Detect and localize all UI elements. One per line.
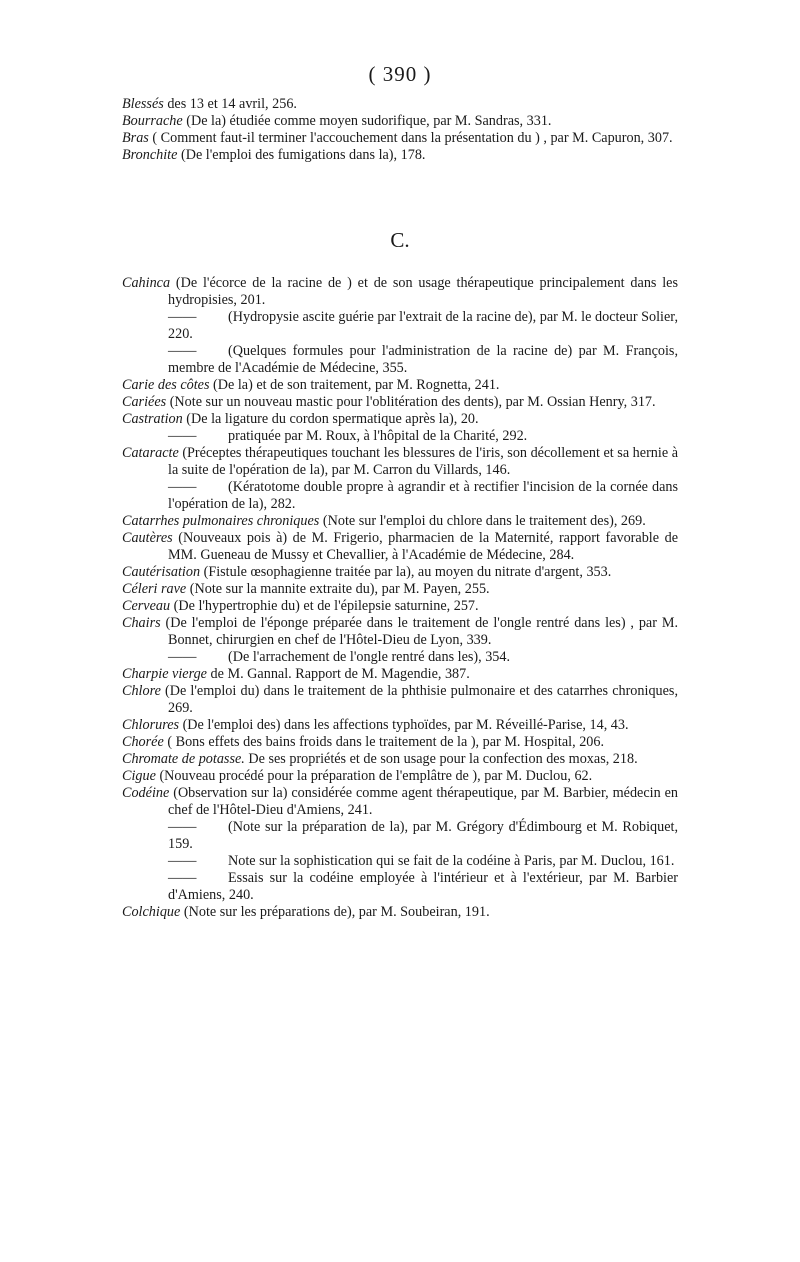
index-text: (Kératotome double propre à agrandir et à rectifier l'incision de la cornée dans l'opération de la), 282. (168, 479, 678, 512)
index-term: Chorée (122, 734, 164, 750)
section-heading-c: C. (390, 228, 410, 252)
index-text: (De l'emploi des fumigations dans la), 178. (177, 147, 426, 163)
index-text: (Note sur la préparation de la), par M. Grégory d'Édimbourg et M. Robiquet, 159. (168, 819, 678, 852)
ditto-dash: —— (168, 343, 197, 359)
index-text: (Fistule œsophagienne traitée par la), au moyen du nitrate d'argent, 353. (200, 564, 612, 580)
index-text: Essais sur la codéine employée à l'intérieur et à l'extérieur, par M. Barbier d'Amiens, 240. (168, 870, 678, 903)
index-text: (Note sur la mannite extraite du), par M. Payen, 255. (186, 581, 490, 597)
index-text: (Nouveaux pois à) de M. Frigerio, pharmacien de la Maternité, rapport favorable de MM. Gueneau de Mussy et Chevallier, à l'Académie de Médecine, 284. (168, 530, 678, 563)
index-term: Bourrache (122, 113, 183, 129)
index-entry (122, 147, 678, 164)
index-entry (122, 394, 678, 411)
index-entry (122, 768, 678, 785)
index-term: Cerveau (122, 598, 171, 614)
index-term: Carie des côtes (122, 377, 210, 393)
index-term: Chromate de potasse. (122, 751, 245, 767)
index-entry (122, 513, 678, 530)
index-entry (122, 377, 678, 394)
index-text: ( Bons effets des bains froids dans le traitement de la ), par M. Hospital, 206. (163, 734, 605, 750)
ditto-dash: —— (168, 428, 197, 444)
index-term: Cautères (122, 530, 173, 546)
index-term: Chairs (122, 615, 161, 631)
index-term: Catarrhes pulmonaires chroniques (122, 513, 320, 529)
index-term: Colchique (122, 904, 181, 920)
index-text: pratiquée par M. Roux, à l'hôpital de la Charité, 292. (228, 428, 528, 444)
ditto-dash: —— (168, 309, 197, 325)
index-text: (Note sur les préparations de), par M. Soubeiran, 191. (180, 904, 490, 920)
index-term: Castration (122, 411, 183, 427)
index-entry (122, 564, 678, 581)
index-text: (De l'hypertrophie du) et de l'épilepsie saturnine, 257. (170, 598, 479, 614)
index-text: (Note sur l'emploi du chlore dans le traitement des), 269. (319, 513, 646, 529)
index-entry (122, 343, 678, 377)
ditto-dash: —— (168, 870, 197, 886)
index-entry (122, 598, 678, 615)
index-term: Bronchite (122, 147, 178, 163)
index-entry (122, 96, 678, 113)
page-number: ( 390 ) (368, 62, 432, 86)
index-term: Céleri rave (122, 581, 187, 597)
index-entry (122, 683, 678, 717)
index-term: Blessés (122, 96, 164, 112)
index-text: (De la ligature du cordon spermatique après la), 20. (182, 411, 479, 427)
index-term: Cahinca (122, 275, 171, 291)
index-entry (122, 428, 678, 445)
index-text: (Nouveau procédé pour la préparation de l'emplâtre de ), par M. Duclou, 62. (155, 768, 593, 784)
index-entry (122, 785, 678, 819)
index-term: Charpie vierge (122, 666, 207, 682)
index-entry (122, 734, 678, 751)
index-term: Cautérisation (122, 564, 201, 580)
index-section-b (122, 96, 678, 164)
index-text: (De l'arrachement de l'ongle rentré dans les), 354. (228, 649, 511, 665)
index-term: Cataracte (122, 445, 179, 461)
index-entry (122, 275, 678, 309)
index-text: De ses propriétés et de son usage pour la confection des moxas, 218. (244, 751, 638, 767)
index-term: Chlorures (122, 717, 180, 733)
index-entry (122, 751, 678, 768)
index-entry (122, 445, 678, 479)
index-text: (Préceptes thérapeutiques touchant les blessures de l'iris, son décollement et sa hernie à la suite de l'opération de la), par M. Carron du Villards, 146. (168, 445, 678, 478)
index-entry (122, 130, 678, 147)
index-text: (De la) étudiée comme moyen sudorifique, par M. Sandras, 331. (182, 113, 552, 129)
ditto-dash: —— (168, 853, 197, 869)
index-entry (122, 666, 678, 683)
index-term: Bras (122, 130, 149, 146)
index-entry (122, 411, 678, 428)
index-term: Chlore (122, 683, 161, 699)
index-text: des 13 et 14 avril, 256. (163, 96, 297, 112)
index-entry (122, 853, 678, 870)
index-entry (122, 479, 678, 513)
index-section-c (122, 275, 678, 921)
ditto-dash: —— (168, 479, 197, 495)
index-text: de M. Gannal. Rapport de M. Magendie, 387. (206, 666, 470, 682)
index-text: (De l'emploi de l'éponge préparée dans le traitement de l'ongle rentré dans les) , par M. Bonnet, chirurgien en chef de l'Hôtel-Dieu de Lyon, 339. (160, 615, 678, 648)
index-entry (122, 113, 678, 130)
index-text: (De l'emploi du) dans le traitement de la phthisie pulmonaire et des catarrhes chroniques, 269. (160, 683, 678, 716)
index-entry (122, 870, 678, 904)
index-entry (122, 649, 678, 666)
index-text: (Observation sur la) considérée comme agent thérapeutique, par M. Barbier, médecin en chef de l'Hôtel-Dieu d'Amiens, 241. (168, 785, 678, 818)
index-text: (De l'emploi des) dans les affections typhoïdes, par M. Réveillé-Parise, 14, 43. (179, 717, 629, 733)
index-text: (Note sur un nouveau mastic pour l'oblitération des dents), par M. Ossian Henry, 317. (166, 394, 656, 410)
index-entry (122, 717, 678, 734)
index-entry (122, 581, 678, 598)
index-term: Cigue (122, 768, 156, 784)
index-entry (122, 904, 678, 921)
ditto-dash: —— (168, 649, 197, 665)
index-entry (122, 615, 678, 649)
index-text: (Hydropysie ascite guérie par l'extrait de la racine de), par M. le docteur Solier, 220. (168, 309, 678, 342)
index-entry (122, 309, 678, 343)
index-text: Note sur la sophistication qui se fait de la codéine à Paris, par M. Duclou, 161. (228, 853, 675, 869)
index-text: (Quelques formules pour l'administration de la racine de) par M. François, membre de l'Académie de Médecine, 355. (168, 343, 678, 376)
index-term: Cariées (122, 394, 167, 410)
index-text: (De l'écorce de la racine de ) et de son usage thérapeutique principalement dans les hydropisies, 201. (168, 275, 678, 308)
index-term: Codéine (122, 785, 170, 801)
ditto-dash: —— (168, 819, 197, 835)
index-text: ( Comment faut-il terminer l'accouchement dans la présentation du ) , par M. Capuron, 307. (148, 130, 673, 146)
index-entry (122, 819, 678, 853)
index-entry (122, 530, 678, 564)
index-text: (De la) et de son traitement, par M. Rognetta, 241. (209, 377, 500, 393)
